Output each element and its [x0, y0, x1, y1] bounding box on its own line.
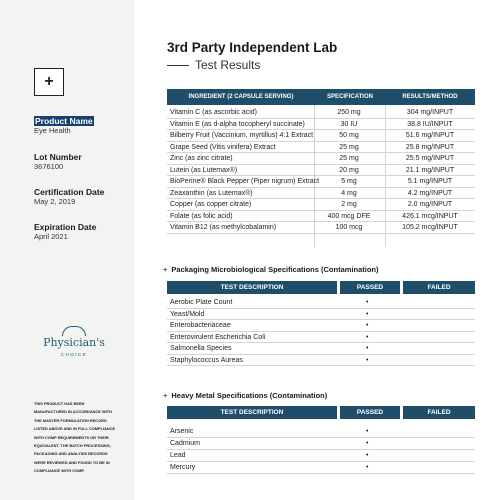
- passed-mark: •: [366, 452, 369, 459]
- passed-mark: •: [366, 299, 369, 306]
- product-name-label: Product Name: [35, 116, 93, 126]
- row-divider: [167, 365, 475, 366]
- ingredient-name: Vitamin B12 (as methylcobalamin): [170, 224, 277, 231]
- ingredient-result: 5.1 mg/INPUT: [407, 178, 453, 185]
- ingredient-column-header: INGREDIENT (2 CAPSULE SERVING): [188, 94, 294, 100]
- table-row: [167, 165, 475, 177]
- ingredient-spec: 100 mcg: [335, 224, 363, 231]
- ingredient-spec: 250 mg: [337, 109, 361, 116]
- compliance-disclaimer: [34, 400, 128, 476]
- logo-arc-icon: [62, 326, 86, 336]
- ingredient-result: 51.6 mg/INPUT: [405, 132, 455, 139]
- table-row: [167, 142, 475, 154]
- test-description: Aerobic Plate Count: [170, 299, 233, 306]
- test-description: Staphylococcus Aureas: [170, 356, 243, 364]
- passed-mark: •: [366, 322, 369, 329]
- disclaimer-line: COMPLIANCE WITH CGMP.: [34, 468, 85, 474]
- passed-mark: •: [366, 428, 369, 435]
- ingredient-spec: 25 mg: [339, 143, 359, 151]
- ingredient-name: Copper (as copper citrate): [170, 201, 252, 208]
- table-row: [167, 130, 475, 142]
- test-description: Enterovirulent Escherichia Coli: [170, 333, 266, 341]
- table-row: [167, 309, 475, 321]
- page-subtitle-text: Test Results: [195, 58, 261, 72]
- disclaimer-line: EQUIVALENT. THE BATCH PROCESSING,: [34, 443, 111, 449]
- table-row: [167, 107, 475, 119]
- expiration-date-label: Expiration Date: [34, 222, 97, 232]
- table-row: [167, 153, 475, 165]
- ingredient-name: Grape Seed (Vitis vinifera) Extract: [170, 143, 276, 151]
- ingredient-name: Vitamin E (as d-alpha tocopheryl succinate): [170, 120, 305, 128]
- ingredient-result: 426.1 mcg/INPUT: [402, 212, 458, 220]
- disclaimer-line: WITH CGMP REQUIREMENTS OR THEIR: [34, 434, 109, 440]
- ingredient-result: 25.8 mg/INPUT: [405, 143, 455, 151]
- ingredient-spec: 20 mg: [339, 166, 359, 174]
- table-row: [167, 426, 475, 438]
- table-row: [167, 320, 475, 332]
- test-description: Salmonella Species: [170, 345, 232, 352]
- results-column-header: RESULTS/METHOD: [402, 94, 458, 100]
- disclaimer-line: WERE REVIEWED AND FOUND TO BE IN: [34, 459, 110, 465]
- disclaimer-line: THIS PRODUCT HAS BEEN: [34, 401, 85, 406]
- ingredient-spec: 2 mg: [341, 201, 357, 208]
- expand-plus-icon[interactable]: +: [163, 391, 168, 400]
- page-title: 3rd Party Independent Lab: [167, 40, 338, 55]
- test-description: Cadmium: [170, 440, 200, 447]
- ingredient-name: Zinc (as zinc citrate): [170, 155, 233, 162]
- plus-icon[interactable]: +: [34, 68, 64, 96]
- table-row: [167, 450, 475, 462]
- table-row: [167, 355, 475, 367]
- micro-section-title[interactable]: [163, 265, 379, 274]
- metal-section-title-text: Heavy Metal Specifications (Contamination): [171, 391, 328, 400]
- table-row: [167, 462, 475, 474]
- certification-date-block: [34, 187, 104, 207]
- ingredient-result: 38.8 IU/INPUT: [407, 120, 453, 128]
- ingredient-name: BioPerine® Black Pepper (Piper nigrum) Extract: [170, 178, 320, 185]
- metal-section-title[interactable]: [163, 391, 327, 400]
- table-row: [167, 222, 475, 234]
- disclaimer-line: THE MASTER FORMULATION RECORD: [34, 417, 107, 423]
- test-description: Lead: [170, 452, 186, 459]
- micro-passed-header: PASSED: [340, 281, 400, 294]
- passed-mark: •: [366, 440, 369, 447]
- test-description: Mercury: [170, 464, 196, 471]
- expiration-date-block: [34, 222, 96, 242]
- certification-date-label: Certification Date: [34, 187, 105, 197]
- metal-failed-header: FAILED: [403, 406, 475, 419]
- disclaimer-line: LISTED ABOVE AND IN FULL COMPLIANCE: [34, 426, 116, 432]
- table-row: [167, 119, 475, 131]
- ingredient-name: Lutein (as Lutemax®): [170, 166, 238, 174]
- metal-passed-header: PASSED: [340, 406, 400, 419]
- product-name-block: [34, 116, 94, 136]
- ingredient-spec: 400 mcg DFE: [327, 212, 371, 220]
- table-row: [167, 438, 475, 450]
- expand-plus-icon[interactable]: +: [163, 265, 168, 274]
- ingredient-result: 304 mg/INPUT: [406, 109, 454, 116]
- lot-number-value: 3676100: [34, 162, 64, 171]
- ingredient-result: 2.0 mg/INPUT: [407, 201, 453, 208]
- ingredient-result: 105.2 mcg/INPUT: [402, 224, 458, 231]
- ingredient-result: 4.2 mg/INPUT: [407, 189, 453, 197]
- passed-mark: •: [366, 333, 369, 341]
- ingredients-table-header: [167, 89, 475, 105]
- brand-logo: [32, 322, 116, 368]
- row-divider: [167, 473, 475, 474]
- passed-mark: •: [366, 310, 369, 318]
- ingredient-spec: 25 mg: [339, 155, 359, 162]
- table-row: [167, 332, 475, 344]
- ingredient-spec: 5 mg: [341, 178, 357, 185]
- passed-mark: •: [366, 356, 369, 364]
- expiration-date-value: April 2021: [34, 232, 68, 241]
- passed-mark: •: [366, 464, 369, 471]
- table-row: [167, 297, 475, 309]
- logo-tag: CHOICE: [60, 352, 88, 357]
- lot-number-label: Lot Number: [34, 152, 82, 162]
- test-description: Enterobacteriaceae: [170, 322, 231, 329]
- micro-section-title-text: Packaging Microbiological Specifications (Contamination): [171, 265, 379, 274]
- test-description: Arsenic: [170, 428, 194, 435]
- lot-number-block: [34, 152, 82, 172]
- table-row: [167, 211, 475, 223]
- row-divider: [167, 233, 475, 234]
- logo-name: Physician's: [43, 336, 105, 349]
- micro-test-description-header: TEST DESCRIPTION: [167, 281, 337, 294]
- product-name-value: Eye Health: [34, 126, 71, 135]
- table-row: [167, 343, 475, 355]
- subtitle-dash: [167, 65, 189, 66]
- table-row: [167, 199, 475, 211]
- table-row: [167, 188, 475, 200]
- ingredient-name: Bilberry Fruit (Vaccinium, myrtillus) 4:1 Extract: [170, 132, 314, 139]
- certification-date-value: May 2, 2019: [34, 197, 76, 206]
- specification-column-header: SPECIFICATION: [327, 94, 373, 100]
- ingredient-spec: 30 IU: [340, 120, 358, 128]
- disclaimer-line: PACKAGING AND ANALYSIS RECORDS: [34, 451, 108, 457]
- disclaimer-line: MANUFACTURED IN ACCORDANCE WITH: [34, 409, 112, 415]
- sidebar: [0, 0, 134, 500]
- ingredient-result: 21.1 mg/INPUT: [405, 166, 455, 174]
- ingredient-spec: 50 mg: [339, 132, 359, 139]
- ingredient-spec: 4 mg: [341, 189, 357, 197]
- passed-mark: •: [366, 345, 369, 352]
- micro-failed-header: FAILED: [403, 281, 475, 294]
- ingredient-name: Vitamin C (as ascorbic acid): [170, 109, 258, 116]
- page-subtitle: [167, 58, 260, 72]
- test-description: Yeast/Mold: [170, 310, 205, 318]
- ingredient-name: Folate (as folic acid): [170, 212, 233, 220]
- metal-test-description-header: TEST DESCRIPTION: [167, 406, 337, 419]
- ingredient-result: 25.5 mg/INPUT: [405, 155, 455, 162]
- table-row: [167, 176, 475, 188]
- ingredient-name: Zeaxanthin (as Lutemax®): [170, 189, 253, 197]
